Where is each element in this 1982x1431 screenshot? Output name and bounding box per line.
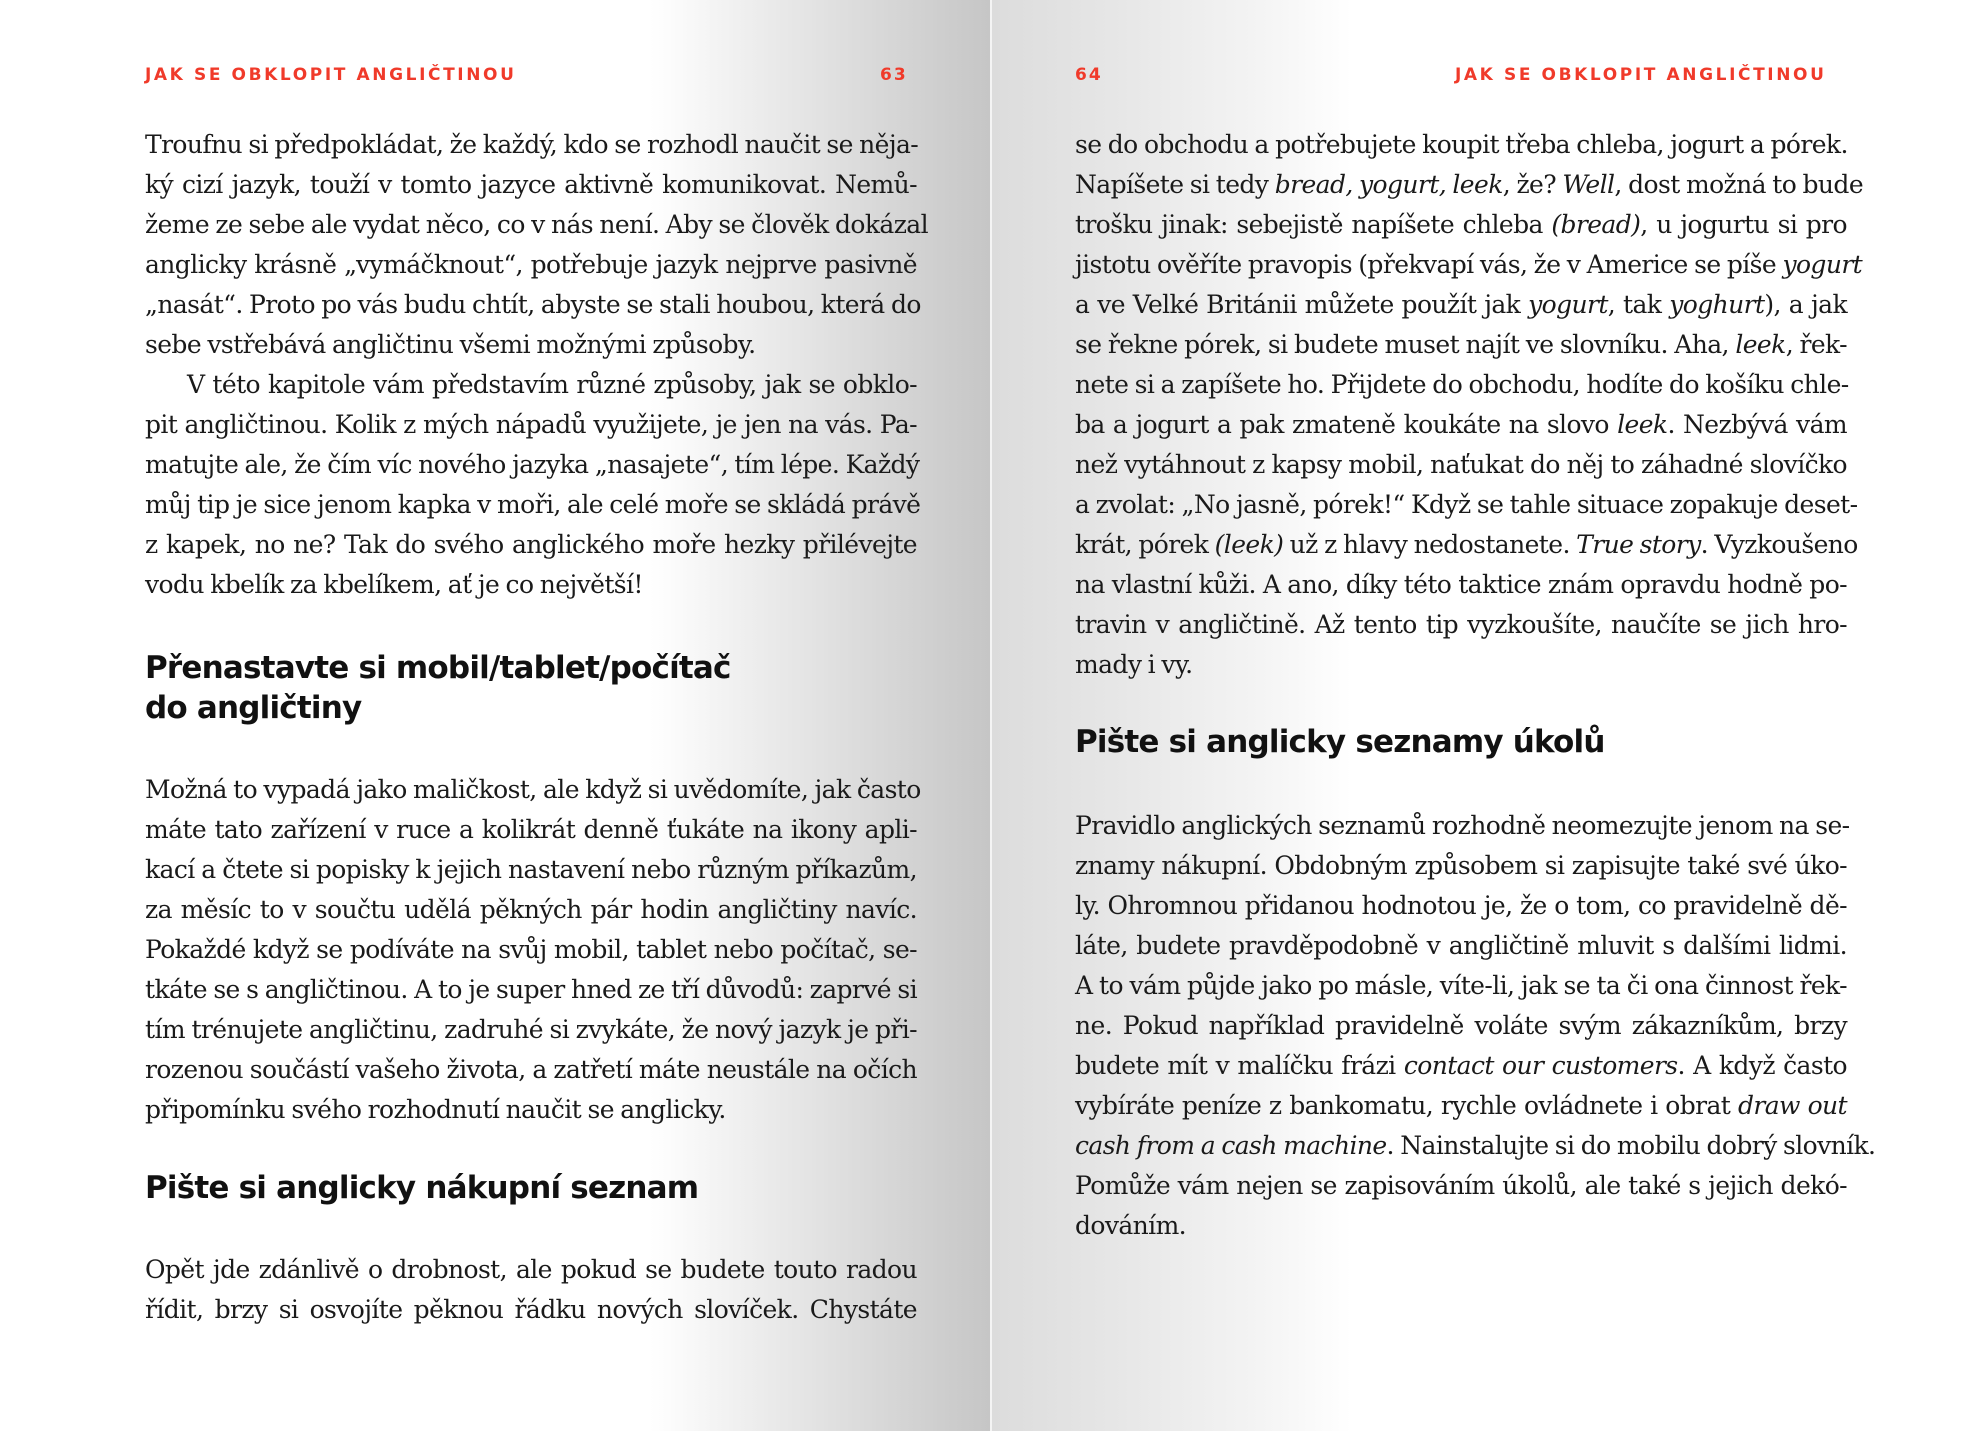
text-run: jistotu ověříte pravopis (překvapí vás, že v Americe se píše: [1075, 250, 1783, 279]
italic-term: (leek): [1214, 530, 1284, 559]
text-line: [1075, 445, 1847, 485]
text-line: [1075, 1006, 1847, 1046]
italic-term: bread, yogurt, leek: [1274, 170, 1503, 199]
text-run: , řek-: [1785, 330, 1847, 359]
text-run: ne. Pokud například pravidelně voláte svým zákazníkům, brzy: [1075, 1011, 1847, 1040]
text-run: dováním.: [1075, 1211, 1187, 1240]
text-run: na vlastní kůži. A ano, díky této taktice znám opravdu hodně po-: [1075, 570, 1847, 599]
text-line: Pokaždé když se podíváte na svůj mobil, tablet nebo počítač, se-: [145, 935, 917, 964]
text-run: . Nainstalujte si do mobilu dobrý slovník.: [1386, 1131, 1876, 1160]
italic-term: (bread): [1551, 210, 1641, 239]
text-run: už z hlavy nedostanete.: [1283, 530, 1577, 559]
page-number-right: 64: [1075, 65, 1103, 85]
text-run: Pravidlo anglických seznamů rozhodně neomezujte jenom na se-: [1075, 811, 1850, 840]
text-line: [1075, 605, 1847, 645]
text-run: Pomůže vám nejen se zapisováním úkolů, ale také s jejich dekó-: [1075, 1171, 1847, 1200]
text-line: kací a čtete si popisky k jejich nastavení nebo různým příkazům,: [145, 855, 917, 884]
intro-paragraph-1: [145, 125, 929, 365]
section-heading: [145, 648, 917, 728]
italic-term: draw out: [1737, 1091, 1847, 1120]
text-run: travin v angličtině. Až tento tip vyzkoušíte, naučíte se jich hro-: [1075, 610, 1847, 639]
text-line: za měsíc to v součtu udělá pěkných pár hodin angličtiny navíc.: [145, 895, 917, 924]
text-run: znamy nákupní. Obdobným způsobem si zapisujte také své úko-: [1075, 851, 1847, 880]
section-2-body: [145, 1250, 917, 1330]
text-line: tím trénujete angličtinu, zadruhé si zvykáte, že nový jazyk je při-: [145, 1015, 917, 1044]
text-run: ), a jak: [1764, 290, 1847, 319]
italic-term: cash from a cash machine: [1075, 1131, 1387, 1160]
italic-term: leek: [1735, 330, 1786, 359]
text-line: Možná to vypadá jako maličkost, ale když si uvědomíte, jak často: [145, 775, 921, 804]
text-run: ba a jogurt a pak zmateně koukáte na slovo: [1075, 410, 1618, 439]
page-number-left: 63: [880, 65, 908, 85]
text-line: tkáte se s angličtinou. A to je super hned ze tří důvodů: zaprvé si: [145, 975, 917, 1004]
text-line: „nasát“. Proto po vás budu chtít, abyste se stali houbou, která do: [145, 290, 921, 319]
section-heading: Pište si anglicky seznamy úkolů: [1075, 724, 1605, 760]
text-run: . Nezbývá vám: [1667, 410, 1847, 439]
text-run: , u jogurtu si pro: [1640, 210, 1847, 239]
text-line: [1075, 565, 1847, 605]
text-line: [1075, 1126, 1876, 1166]
text-line: z kapek, no ne? Tak do svého anglického moře hezky přilévejte: [145, 530, 917, 559]
text-run: , dost možná to bude: [1614, 170, 1864, 199]
right-text-column: [1075, 125, 1864, 685]
text-run: trošku jinak: sebejistě napíšete chleba: [1075, 210, 1552, 239]
heading-line: do angličtiny: [145, 690, 362, 726]
text-line: [1075, 1206, 1847, 1246]
text-line: můj tip je sice jenom kapka v moři, ale celé moře se skládá právě: [145, 490, 921, 519]
running-head-left: JAK SE OBKLOPIT ANGLIČTINOU: [145, 65, 517, 85]
text-line: [1075, 886, 1847, 926]
text-run: vybíráte peníze z bankomatu, rychle ovládnete i obrat: [1075, 1091, 1738, 1120]
text-line: [1075, 245, 1863, 285]
text-run: Napíšete si tedy: [1075, 170, 1275, 199]
text-line: [1075, 926, 1847, 966]
text-line: připomínku svého rozhodnutí naučit se anglicky.: [145, 1095, 726, 1124]
running-head-right: JAK SE OBKLOPIT ANGLIČTINOU: [1455, 65, 1827, 85]
section-heading-1: [145, 648, 917, 728]
text-line: [1075, 966, 1847, 1006]
section-3-paragraph: [1075, 806, 1876, 1246]
text-run: než vytáhnout z kapsy mobil, naťukat do něj to záhadné slovíčko: [1075, 450, 1847, 479]
text-line: [1075, 1086, 1847, 1126]
text-run: . Vyzkoušeno: [1700, 530, 1858, 559]
text-line: sebe vstřebává angličtinu všemi možnými způsoby.: [145, 330, 756, 359]
text-run: a ve Velké Británii můžete použít jak: [1075, 290, 1529, 319]
text-line: [1075, 165, 1864, 205]
text-line: vodu kbelík za kbelíkem, ať je co největší!: [145, 570, 643, 599]
text-line: [1075, 285, 1847, 325]
text-run: a zvolat: „No jasně, pórek!“ Když se tahle situace zopakuje deset-: [1075, 490, 1858, 519]
text-line: [1075, 846, 1847, 886]
text-line: V této kapitole vám představím různé způsoby, jak se obklo-: [187, 370, 917, 399]
text-line: [1075, 205, 1847, 245]
text-line: Troufnu si předpokládat, že každý, kdo se rozhodl naučit se něja-: [145, 130, 919, 159]
italic-term: contact our customers: [1403, 1051, 1678, 1080]
section-heading-3: [1075, 722, 1847, 762]
text-line: [1075, 365, 1847, 405]
text-run: krát, pórek: [1075, 530, 1215, 559]
text-line: žeme ze sebe ale vydat něco, co v nás není. Aby se člověk dokázal: [145, 210, 929, 239]
italic-term: Well: [1562, 170, 1615, 199]
continued-paragraph: [1075, 125, 1864, 685]
text-line: rozenou součástí vašeho života, a zatřetí máte neustále na očích: [145, 1055, 917, 1084]
text-run: . A když často: [1677, 1051, 1847, 1080]
text-line: Opět jde zdánlivě o drobnost, ale pokud se budete touto radou: [145, 1255, 917, 1284]
text-line: ký cizí jazyk, touží v tomto jazyce aktivně komunikovat. Nemů-: [145, 170, 917, 199]
text-line: pit angličtinou. Kolik z mých nápadů využijete, je jen na vás. Pa-: [145, 410, 917, 439]
text-run: , tak: [1607, 290, 1670, 319]
text-line: [1075, 125, 1847, 165]
text-run: A to vám půjde jako po másle, víte-li, jak se ta či ona činnost řek-: [1075, 971, 1847, 1000]
italic-term: True story: [1576, 530, 1701, 559]
heading-line: Přenastavte si mobil/tablet/počítač: [145, 650, 731, 686]
section-1-paragraph: [145, 770, 921, 1130]
right-page: [992, 0, 1982, 1431]
text-run: láte, budete pravděpodobně v angličtině mluvit s dalšími lidmi.: [1075, 931, 1847, 960]
text-line: řídit, brzy si osvojíte pěknou řádku nových slovíček. Chystáte: [145, 1295, 917, 1324]
section-heading: Pište si anglicky nákupní seznam: [145, 1170, 699, 1206]
text-line: matujte ale, že čím víc nového jazyka „nasajete“, tím lépe. Každý: [145, 450, 920, 479]
italic-term: leek: [1617, 410, 1668, 439]
text-line: [1075, 806, 1850, 846]
section-2-paragraph: [145, 1250, 917, 1330]
left-page: [0, 0, 990, 1431]
left-text-column: [145, 125, 929, 605]
text-run: budete mít v malíčku frázi: [1075, 1051, 1404, 1080]
text-line: máte tato zařízení v ruce a kolikrát denně ťukáte na ikony apli-: [145, 815, 917, 844]
text-line: [1075, 405, 1847, 445]
text-run: ly. Ohromnou přidanou hodnotou je, že o tom, co pravidelně dě-: [1075, 891, 1847, 920]
section-heading-2: [145, 1168, 917, 1208]
text-run: mady i vy.: [1075, 650, 1193, 679]
intro-paragraph-2: [145, 365, 921, 605]
text-run: se řekne pórek, si budete muset najít ve slovníku. Aha,: [1075, 330, 1736, 359]
section-1-body: [145, 770, 921, 1130]
section-3-body: [1075, 806, 1876, 1246]
text-line: [1075, 325, 1847, 365]
text-run: , že?: [1502, 170, 1563, 199]
italic-term: yogurt: [1528, 290, 1608, 319]
italic-term: yogurt: [1782, 250, 1863, 279]
text-line: [1075, 485, 1858, 525]
text-line: [1075, 645, 1847, 685]
text-run: se do obchodu a potřebujete koupit třeba chleba, jogurt a pórek.: [1075, 130, 1848, 159]
text-line: anglicky krásně „vymáčknout“, potřebuje jazyk nejprve pasivně: [145, 250, 917, 279]
text-line: [1075, 525, 1858, 565]
text-line: [1075, 1046, 1847, 1086]
text-line: [1075, 1166, 1847, 1206]
text-run: nete si a zapíšete ho. Přijdete do obchodu, hodíte do košíku chle-: [1075, 370, 1849, 399]
italic-term: yoghurt: [1669, 290, 1765, 319]
